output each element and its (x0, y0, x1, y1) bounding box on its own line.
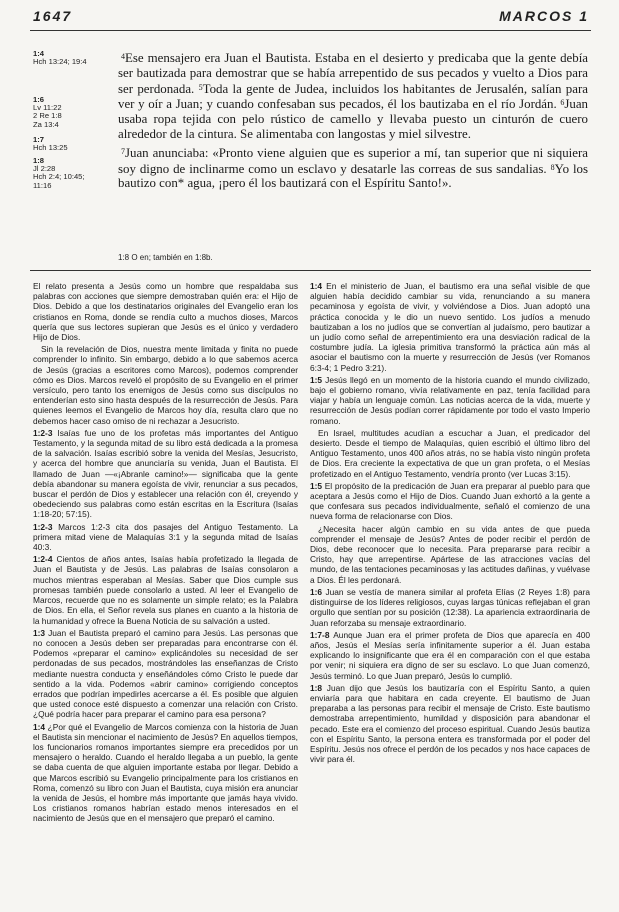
commentary-paragraph (310, 428, 590, 479)
verse-number: 8 (550, 162, 555, 172)
commentary-text: Isaías fue uno de los profetas más importantes del Antiguo Testamento, y la segunda mitad de su libro está dedicada a la promesa de la salvación. Isaías escribió sobre la venida del Mesías, Jesucristo, y acerca del hombre que anunciaría su venida, Juan el Bautista. El llamado de Juan —«¡Abranle camino!»— significaba que la gente debía abandonar su manera egoísta de vivir, renunciar a sus pecados, buscar el perdón de Dios y establecer una relación con él, creyendo y obedeciendo sus palabras como están escritas en la Escritura (Isaías 1:18-20; 57:15). (33, 427, 298, 520)
verse-number: 6 (560, 98, 565, 108)
commentary-paragraph (310, 481, 590, 522)
commentary-paragraph (310, 587, 590, 628)
verse-text: Yo los bautizo con* agua, ¡pero él los bautizará con el Espíritu Santo!». (118, 161, 588, 191)
commentary-left-column (33, 281, 298, 826)
verse-text: Juan anunciaba: «Pronto viene alguien que es superior a mí, tan superior que ni siquiera soy digno de inclinarme como un esclavo y desatarle las correas de sus sandalias. (118, 145, 588, 176)
commentary-text: ¿Necesita hacer algún cambio en su vida antes de que pueda comprender el mensaje de Jesús? Antes de poder recibir el perdón de Dios, debe reconocer que lo necesita. Para prepararse para recibir a Cristo, hay que arrepentirse. Apártese de las atracciones vacías del mundo, de las tentaciones pecaminosas y las actitudes dañinas, y vuélvase a Dios. Él les perdonará. (310, 523, 590, 585)
commentary-paragraph (310, 524, 590, 585)
commentary-text: Marcos 1:2-3 cita dos pasajes del Antiguo Testamento. La primera mitad viene de Malaquías 3:1 y la segunda mitad de Isaías 40:3. (33, 521, 298, 553)
crossref-verse: 1:7 (33, 135, 44, 144)
crossref-refs: Hch 13:24; 19:4 (33, 57, 87, 67)
commentary-paragraph (33, 554, 298, 625)
commentary-paragraph (310, 281, 590, 373)
commentary-ref: 1:6 (310, 586, 323, 597)
commentary-paragraph (310, 683, 590, 765)
chapter-title: MARCOS 1 (499, 8, 589, 24)
scripture-text (118, 50, 588, 194)
commentary-text: Aunque Juan era el primer profeta de Dios que aparecía en 400 años, Jesús el Mesías sería infinitamente superior a él. Juan estaba explicando lo insignificante que era él en comparación con el que estaba por venir; ni siquiera era digno de ser su esclavo. Lo que Juan comenzó, Jesús terminó. Lo que Juan preparó, Jesús lo cumplió. (310, 629, 591, 681)
commentary-text: Juan dijo que Jesús los bautizaría con el Espíritu Santo, a quien enviaría para que habitara en cada creyente. El bautismo de Juan preparaba a las personas para recibir el mensaje de Cristo. Este bautismo demostraba arrepentimiento, humildad y disposición para abandonar el pecado. Este era el comienzo del proceso espiritual. Cuando Jesús bautiza con el Espíritu Santo, la persona entera es transformada por el poder del Espíritu. Jesús nos ofrece el perdón de los pecados y nos hace capaces de vivir para él. (310, 682, 590, 765)
commentary-ref: 1:5 (310, 374, 323, 385)
crossref-group (33, 96, 123, 129)
commentary-paragraph (310, 630, 590, 681)
verse-number: 4 (121, 52, 125, 61)
crossref-group (33, 136, 123, 152)
commentary-paragraph (33, 428, 298, 520)
commentary-ref: 1:8 (310, 682, 323, 693)
commentary-ref: 1:4 (310, 281, 323, 291)
section-rule (30, 270, 591, 271)
commentary-text: Sin la revelación de Dios, nuestra mente limitada y finita no puede comprender lo infinito. Sin embargo, debido a lo que sabemos acerca de Jesús (gracias a escritores como Marcos), podemos comprender cómo es Dios. Marcos reveló el propósito de su Evangelio en el primer versículo, pero tanto los enemigos de Jesús como sus discípulos no entenderían esto sino hasta después de la resurrección de Jesús. Para quienes leemos el Evangelio de Marcos hoy día, resulta claro que no debemos hacer caso omiso de ni rechazar a Jesucristo. (33, 344, 298, 426)
crossref-refs: Jl 2:28 Hch 2:4; 10:45; 11:16 (33, 164, 85, 190)
verse-number: 7 (121, 146, 125, 156)
crossref-group (33, 157, 123, 190)
footnote: 1:8 O en; también en 1:8b. (118, 253, 213, 262)
crossref-verse: 1:8 (33, 156, 44, 165)
page-header (33, 8, 589, 30)
commentary-ref: 1:2-3 (33, 427, 53, 438)
commentary-ref: 1:4 (33, 721, 46, 732)
commentary-paragraph (33, 722, 298, 824)
commentary-ref: 1:3 (33, 627, 46, 638)
commentary-ref: 1:2-3 (33, 521, 53, 532)
commentary-text: ¿Por qué el Evangelio de Marcos comienza con la historia de Juan el Bautista sin mencionar el nacimiento de Jesús? En aquellos tiempos, los funcionarios romanos importantes siempre era precedidos por un mensajero o heraldo. Cuando el heraldo llegaba a un pueblo, la gente se daba cuenta de que alguien importante estaba por llegar. Debido a que Marcos escribió su Evangelio principalmente para los cristianos en Roma, comenzó su libro con Juan el Bautista, cuya misión era anunciar la venida de Jesús, el hombre más importante que jamás haya vivido. Los cristianos romanos habrían estado menos interesados en el nacimiento de Jesús que en el mensajero que preparó el camino. (33, 721, 298, 824)
verse-text: Toda la gente de Judea, incluidos los habitantes de Jerusalén, salían para ver y oír a Juan; y cuando confesaban sus pecados, él los bautizaba en el río Jordán. (118, 81, 588, 112)
commentary-text: Juan se vestía de manera similar al profeta Elías (2 Reyes 1:8) para distinguirse de los líderes religiosos, cuyas largas túnicas reflejaban el gran orgullo que sentían por su posición (12:38). La apariencia extraordinaria de Juan reforzaba su mensaje extraordinario. (310, 586, 590, 628)
commentary-paragraph (33, 344, 298, 426)
page-number: 1647 (33, 8, 73, 24)
commentary-text: En Israel, multitudes acudían a escuchar a Juan, el predicador del desierto. Desde el tiempo de Malaquías, quien escribió el último libro del Antiguo Testamento, unos 400 años atrás, no se había visto ningún profeta de Dios. Era creciente la expectativa de que un gran profeta, o el Mesías profetizado en el Antiguo Testamento, vendría pronto (ver Lucas 3:15). (310, 427, 590, 479)
commentary-right-column (310, 281, 590, 766)
scripture-paragraph (118, 145, 588, 191)
crossref-verse: 1:6 (33, 95, 44, 104)
commentary-paragraph (310, 375, 590, 426)
commentary-ref: 1:5 (310, 480, 323, 491)
commentary-ref: 1:7-8 (310, 629, 330, 640)
commentary-ref: 1:2-4 (33, 554, 53, 565)
commentary-text: En el ministerio de Juan, el bautismo era una señal visible de que alguien había decidido cambiar su vida, renunciando a su manera pecaminosa y egoísta de vivir, y volviéndose a Dios. Juan adoptó una práctica conocida y le dio un nuevo sentido. Los judíos a menudo bautizaban a los no judíos que se convertían al judaísmo, pero bautizar a un judío como señal de arrepentimiento era una desviación radical de la costumbre judía. La iglesia primitiva transformó la práctica aún más al asociar el bautismo con la muerte y resurrección de Jesús (ver Romanos 6:3-4; 1 Pedro 3:21). (310, 281, 590, 373)
verse-number: 5 (198, 82, 203, 92)
commentary-text: El relato presenta a Jesús como un hombre que respaldaba sus palabras con acciones que siempre demostraban quién era: el Hijo de Dios. Debido a que los destinatarios originales del Evangelio eran los cristianos en Roma, donde se rendía culto a muchos dioses, Marcos quería que sus lectores supieran que Jesús es el único y verdadero Hijo de Dios. (33, 281, 298, 343)
commentary-paragraph (33, 281, 298, 342)
crossref-refs: Hch 13:25 (33, 143, 68, 153)
verse-text: Juan usaba ropa tejida con pelo rústico de camello y llevaba puesto un cinturón de cuero alrededor de la cintura. Se alimentaba con langostas y miel silvestre. (118, 97, 588, 141)
commentary-text: Juan el Bautista preparó el camino para Jesús. Las personas que no conocen a Jesús deben ser preparadas para encontrarse con él. Podemos «preparar el camino» explicándoles su necesidad de ser perdonadas de sus pecados, mostrándoles las enseñanzas de Cristo mediante nuestra conducta y enseñándoles cómo Cristo le puede dar sentido a la vida. Podemos «abrir camino» corrigiendo conceptos errados que podrían impedirles acercarse a él. Es posible que alguien que usted conoce esté dispuesto a comenzar una relación con Cristo. ¿Qué podría hacer para preparar el camino para esa persona? (33, 627, 298, 720)
scripture-paragraph (118, 50, 588, 142)
crossref-group (33, 50, 123, 66)
commentary-text: Cientos de años antes, Isaías había profetizado la llegada de Juan el Bautista y de Jesús. Las palabras de Isaías consolaron a muchos mientras esperaban al Mesías. Saber que Dios cumple sus promesas también puede consolarlo a usted. Al leer el Evangelio de Marcos, recuerde que no es solamente un simple relato; es la Palabra de Dios. En ella, el Señor revela sus planes en cuanto a la historia de la humanidad y ofrece la Buena Noticia de su salvación a usted. (33, 554, 298, 626)
commentary-text: El propósito de la predicación de Juan era preparar al pueblo para que aceptara a Jesús como el Hijo de Dios. Cuando Juan exhortó a la gente a que confesara sus pecados individualmente, señaló el comienzo de una nueva forma de relacionarse con Dios. (310, 480, 590, 522)
crossref-refs: Lv 11:22 2 Re 1:8 Za 13:4 (33, 103, 62, 129)
header-rule (30, 30, 591, 31)
commentary-text: Jesús llegó en un momento de la historia cuando el mundo civilizado, bajo el gobierno romano, vivía relativamente en paz, tenía facilidad para viajar y había un lenguaje común. Las noticias acerca de la vida, muerte y resurrección de Jesús podían correr rápidamente por todo el vasto Imperio romano. (310, 374, 590, 426)
crossref-verse: 1:4 (33, 49, 44, 58)
commentary-paragraph (33, 628, 298, 720)
commentary-paragraph (33, 522, 298, 553)
verse-text: Ese mensajero era Juan el Bautista. Estaba en el desierto y predicaba que la gente debía ser bautizada para demostrar que se había arrepentido de sus pecados y vuelto a Dios para ser perdonada. (118, 51, 588, 96)
